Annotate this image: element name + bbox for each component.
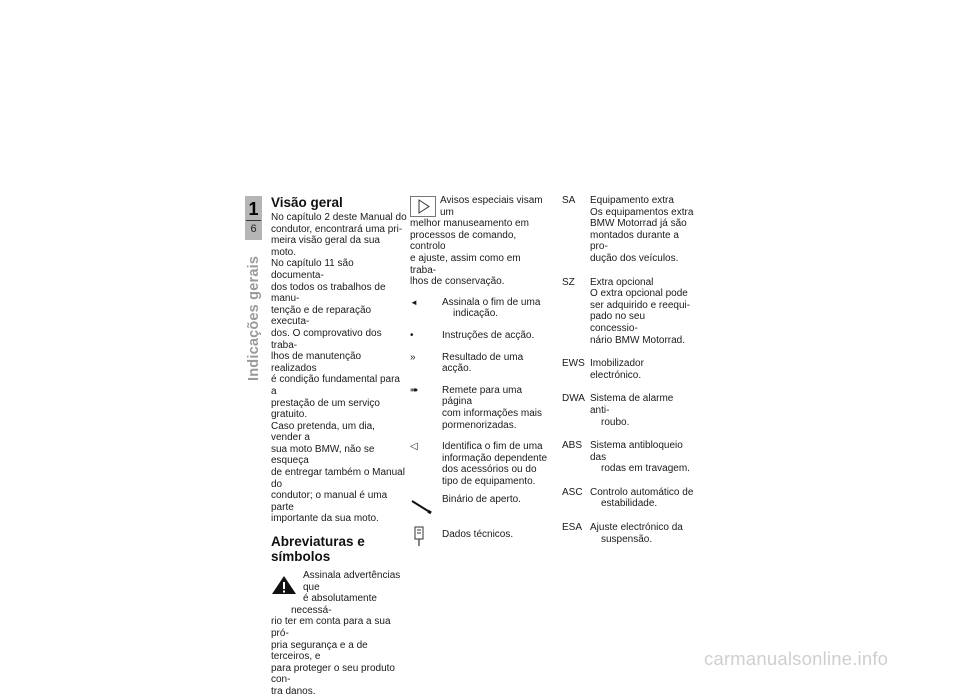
symbol-description — [442, 330, 548, 342]
page-ref-icon: ➠ — [410, 384, 419, 396]
symbol-row — [410, 385, 548, 431]
symbol-row — [410, 441, 548, 487]
text-line: montados durante a pro- — [590, 229, 679, 253]
abbreviation-value — [590, 195, 694, 265]
text-line: O extra opcional pode — [590, 288, 688, 300]
text-line: Extra opcional — [590, 276, 654, 288]
abbreviation-row — [562, 440, 694, 475]
abbreviation-value — [590, 393, 694, 428]
abbreviations-title-line2: símbolos — [271, 549, 331, 565]
text-line: dos acessórios ou do — [442, 464, 537, 476]
text-line: Binário de aperto. — [442, 494, 521, 506]
symbol-row — [410, 525, 548, 551]
abbreviation-key: ASC — [562, 486, 583, 498]
text-line: Sistema antibloqueio das — [590, 440, 683, 463]
text-line: Identifica o fim de uma — [442, 441, 543, 453]
text-line: é condição fundamental para a — [271, 374, 400, 397]
abbreviation-key: ESA — [562, 522, 583, 534]
abbreviation-row — [562, 195, 694, 265]
text-line: dos. O comprovativo dos traba- — [271, 327, 382, 351]
text-line: e ajuste, assim como em traba- — [410, 252, 521, 276]
text-line: de entregar também o Manual do — [271, 467, 405, 490]
torque-wrench-icon — [410, 497, 432, 515]
abbreviation-value — [590, 358, 694, 381]
overview-text — [271, 212, 407, 525]
text-line: Avisos especiais visam um — [440, 195, 543, 218]
text-line: condutor; o manual é uma parte — [271, 490, 388, 513]
symbol-description — [442, 494, 548, 519]
chapter-number: 1 — [248, 199, 259, 219]
text-line: pado no seu concessio- — [590, 311, 646, 334]
symbol-description — [442, 297, 548, 320]
text-line: Controlo automático de — [590, 486, 694, 498]
text-line: tenção e de reparação executa- — [271, 304, 372, 328]
text-line: pormenorizadas. — [442, 419, 517, 431]
symbol-description — [442, 352, 548, 375]
note-arrow-icon — [410, 196, 436, 217]
text-line: Assinala advertências que — [303, 570, 401, 593]
text-line: tipo de equipamento. — [442, 475, 536, 487]
chapter-side-title — [244, 255, 264, 521]
text-line: dos todos os trabalhos de manu- — [271, 281, 386, 305]
chapter-marker — [245, 196, 262, 240]
abbreviation-key: DWA — [562, 393, 585, 405]
symbol-row — [410, 352, 548, 375]
text-line: Imobilizador electrónico. — [590, 358, 644, 381]
chapter-side-title-text: Indicações gerais — [246, 255, 262, 381]
warning-icon — [271, 575, 297, 595]
watermark: carmanualsonline.info — [704, 648, 889, 669]
text-line: para proteger o seu produto con- — [271, 662, 395, 686]
text-line: importante da sua moto. — [271, 513, 379, 525]
text-line: meira visão geral da sua moto. — [271, 235, 380, 258]
text-line: lhos de conservação. — [410, 276, 505, 288]
page-number: 6 — [250, 223, 257, 235]
text-line: sua moto BMW, não se esqueça — [271, 443, 375, 467]
text-line: nário BMW Motorrad. — [590, 334, 686, 346]
column-abbreviations — [562, 195, 694, 557]
abbreviation-value — [590, 440, 694, 475]
abbreviation-row — [562, 522, 694, 545]
symbol-row — [410, 494, 548, 519]
text-line: é absolutamente necessá- — [291, 593, 377, 616]
text-line: Resultado de uma acção. — [442, 351, 524, 375]
text-line: Sistema de alarme anti- — [590, 393, 674, 416]
text-line: pria segurança e a de terceiros, e — [271, 639, 368, 663]
torque-wrench-icon-cell — [410, 497, 442, 519]
text-line: Assinala o fim de uma — [442, 296, 541, 308]
technical-data-icon-cell — [410, 525, 442, 551]
text-line: Ajuste electrónico da — [590, 522, 683, 534]
end-marker-icon: ◄ — [410, 297, 418, 307]
abbreviation-value — [590, 277, 694, 347]
abbreviation-row — [562, 277, 694, 347]
text-line: rodas em travagem. — [601, 463, 690, 475]
text-line: prestação de um serviço gratuito. — [271, 397, 380, 421]
abbreviation-row — [562, 487, 694, 510]
abbreviations-title-line1: Abreviaturas e — [271, 534, 365, 550]
special-notes — [410, 195, 548, 288]
text-line: melhor manuseamento em — [410, 218, 529, 230]
text-line: processos de comando, controlo — [410, 229, 517, 253]
symbol-row — [410, 297, 548, 320]
text-line: No capítulo 2 deste Manual do — [271, 212, 407, 223]
symbol-description — [442, 525, 548, 551]
column-symbols — [410, 195, 548, 551]
text-line: condutor, encontrará uma pri- — [271, 223, 403, 235]
text-line: com informações mais — [442, 407, 543, 419]
column-overview — [271, 195, 407, 698]
text-line: Dados técnicos. — [442, 529, 514, 541]
bullet-icon: • — [410, 329, 414, 341]
text-line: estabilidade. — [601, 498, 658, 510]
symbol-row — [410, 330, 548, 342]
text-line: No capítulo 11 são documenta- — [271, 258, 354, 281]
accessory-end-icon: ◁ — [410, 441, 418, 453]
text-line: rio ter em conta para a sua pró- — [271, 616, 391, 639]
symbol-description — [442, 441, 548, 487]
text-line: Caso pretenda, um dia, vender a — [271, 420, 375, 444]
text-line: lhos de manutenção realizados — [271, 351, 362, 374]
text-line: tra danos. — [271, 685, 316, 697]
text-line: dução dos veículos. — [590, 252, 679, 264]
abbreviation-key: SA — [562, 195, 576, 206]
abbreviation-value — [590, 522, 694, 545]
abbreviation-row — [562, 358, 694, 381]
text-line: ser adquirido e reequi- — [590, 299, 691, 311]
warning-note — [271, 570, 407, 698]
abbreviation-row — [562, 393, 694, 428]
chapter-divider — [246, 220, 261, 221]
result-icon: » — [410, 351, 416, 363]
text-line: Remete para uma página — [442, 384, 523, 408]
text-line: indicação. — [453, 308, 499, 320]
text-line: roubo. — [601, 416, 630, 428]
abbreviation-key: EWS — [562, 358, 585, 370]
text-line: Instruções de acção. — [442, 329, 535, 341]
technical-data-icon — [410, 525, 428, 547]
abbreviation-key: SZ — [562, 276, 575, 288]
text-line: Equipamento extra — [590, 195, 674, 206]
text-line: Os equipamentos extra — [590, 206, 694, 218]
overview-title: Visão geral — [271, 195, 343, 210]
abbreviation-key: ABS — [562, 440, 583, 452]
text-line: informação dependente — [442, 452, 548, 464]
text-line: suspensão. — [601, 533, 653, 545]
abbreviation-value — [590, 487, 694, 510]
text-line: BMW Motorrad já são — [590, 218, 687, 230]
abbreviations-title — [271, 534, 407, 564]
symbol-description — [442, 385, 548, 431]
